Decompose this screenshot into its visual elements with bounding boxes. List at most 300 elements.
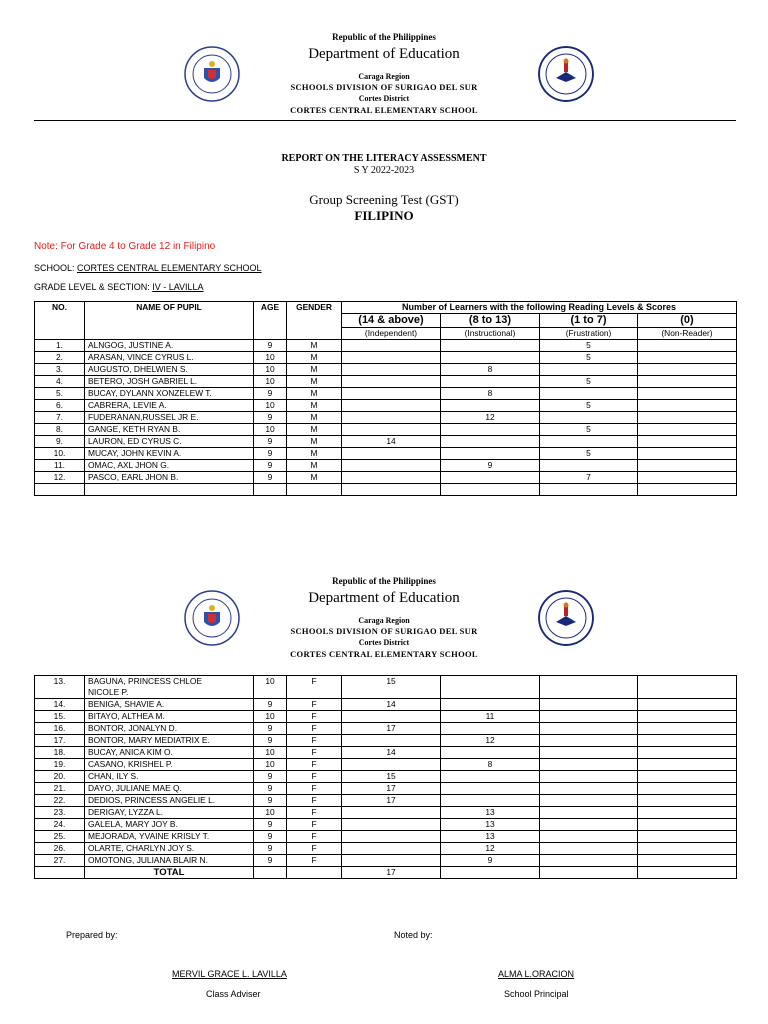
score-frustration [540,843,638,855]
score-frustration [540,759,638,771]
table-row [35,352,737,364]
table-row [35,424,737,436]
pupil-gender: M [287,424,342,436]
score-nonreader [638,448,737,460]
school-header-label: CORTES CENTRAL ELEMENTARY SCHOOL [290,649,478,659]
school-value: CORTES CENTRAL ELEMENTARY SCHOOL [77,263,262,273]
score-instructional: 9 [441,460,540,472]
row-number: 14. [35,699,85,711]
pupil-name: PASCO, EARL JHON B. [85,472,254,484]
row-number: 2. [35,352,85,364]
score-frustration [540,723,638,735]
pupil-name: BUCAY, ANICA KIM O. [85,747,254,759]
pupil-age: 9 [254,819,287,831]
score-instructional [441,340,540,352]
score-nonreader [638,843,737,855]
score-independent [342,340,441,352]
row-number: 25. [35,831,85,843]
pupil-gender: M [287,412,342,424]
score-instructional: 11 [441,711,540,723]
pupil-gender: F [287,699,342,711]
pupil-age: 9 [254,795,287,807]
score-frustration [540,460,638,472]
score-nonreader [638,723,737,735]
pupil-age: 10 [254,400,287,412]
table-row [35,807,737,819]
deped-seal-icon [184,590,240,646]
pupil-name: OLARTE, CHARLYN JOY S. [85,843,254,855]
score-instructional [441,783,540,795]
header-name: NAME OF PUPIL [85,302,254,340]
pupil-age: 9 [254,831,287,843]
score-nonreader [638,831,737,843]
score-independent [342,460,441,472]
pupil-name: BONTOR, JONALYN D. [85,723,254,735]
total-instructional [441,867,540,879]
total-row [35,867,737,879]
table-row [35,412,737,424]
score-instructional: 12 [441,412,540,424]
pupil-name: MEJORADA, YVAINE KRISLY T. [85,831,254,843]
score-frustration [540,388,638,400]
row-number: 13. [35,676,85,699]
table-row [35,388,737,400]
score-frustration: 5 [540,376,638,388]
pupil-gender: M [287,340,342,352]
pupil-age: 10 [254,676,287,699]
score-independent: 15 [342,771,441,783]
score-instructional: 12 [441,843,540,855]
table-row [35,460,737,472]
score-nonreader [638,412,737,424]
score-frustration: 5 [540,340,638,352]
pupil-gender: F [287,759,342,771]
score-instructional [441,484,540,496]
pupil-gender: M [287,436,342,448]
pupil-name: FUDERANAN,RUSSEL JR E. [85,412,254,424]
pupil-gender: F [287,843,342,855]
school-header-label: CORTES CENTRAL ELEMENTARY SCHOOL [290,105,478,115]
test-name: Group Screening Test (GST) [309,192,459,207]
score-independent [342,472,441,484]
table-row [35,472,737,484]
pupil-name: BONTOR, MARY MEDIATRIX E. [85,735,254,747]
note-text: Note: For Grade 4 to Grade 12 in Filipino [34,241,216,252]
header-no: NO. [35,302,85,340]
score-instructional [441,436,540,448]
score-frustration [540,819,638,831]
pupil-gender: F [287,735,342,747]
pupil-gender: M [287,352,342,364]
score-nonreader [638,735,737,747]
pupil-gender: M [287,460,342,472]
header-levels: Number of Learners with the following Reading Levels & Scores [342,302,737,314]
level-range-independent: (14 & above) [342,314,441,328]
level-range-frustration: (1 to 7) [540,314,638,328]
division-label: SCHOOLS DIVISION OF SURIGAO DEL SUR [290,626,478,636]
pupil-name: DEDIOS, PRINCESS ANGELIE L. [85,795,254,807]
score-independent [342,400,441,412]
table-row [35,843,737,855]
score-independent [342,711,441,723]
pupil-name: CABRERA, LEVIE A. [85,400,254,412]
row-number: 19. [35,759,85,771]
region-label: Caraga Region [358,616,410,625]
score-nonreader [638,424,737,436]
score-instructional [441,676,540,699]
score-frustration: 7 [540,472,638,484]
score-nonreader [638,484,737,496]
score-nonreader [638,388,737,400]
table-row [35,676,737,699]
pupil-name: DAYO, JULIANE MAE Q. [85,783,254,795]
pupil-age [254,484,287,496]
level-label-independent: (Independent) [342,328,441,340]
score-nonreader [638,400,737,412]
score-instructional: 13 [441,807,540,819]
score-independent: 14 [342,436,441,448]
score-frustration [540,807,638,819]
pupil-name: DERIGAY, LYZZA L. [85,807,254,819]
score-instructional [441,376,540,388]
table-row [35,735,737,747]
row-number: 6. [35,400,85,412]
report-title: REPORT ON THE LITERACY ASSESSMENT [281,153,487,164]
school-seal-icon [538,46,594,102]
score-independent: 17 [342,795,441,807]
pupil-age: 9 [254,412,287,424]
republic-label: Republic of the Philippines [332,32,436,42]
score-independent: 17 [342,723,441,735]
table-row [35,711,737,723]
row-number: 7. [35,412,85,424]
score-frustration [540,412,638,424]
score-nonreader [638,436,737,448]
pupil-gender: M [287,400,342,412]
pupil-gender: F [287,855,342,867]
table-body-page1 [35,340,737,496]
pupil-name: GALELA, MARY JOY B. [85,819,254,831]
grade-label: GRADE LEVEL & SECTION: [34,282,153,292]
district-label: Cortes District [358,94,410,103]
deped-seal-icon [184,46,240,102]
score-frustration [540,795,638,807]
score-frustration [540,711,638,723]
region-label: Caraga Region [358,72,410,81]
total-nonreader [638,867,737,879]
level-range-instructional: (8 to 13) [441,314,540,328]
score-frustration: 5 [540,448,638,460]
score-independent [342,843,441,855]
pupil-name [85,484,254,496]
pupil-age: 10 [254,711,287,723]
score-independent [342,484,441,496]
grade-line [34,282,204,292]
row-number: 5. [35,388,85,400]
row-number: 27. [35,855,85,867]
score-instructional [441,771,540,783]
score-instructional [441,352,540,364]
pupil-age: 9 [254,735,287,747]
score-nonreader [638,676,737,699]
pupil-name: BUCAY, DYLANN XONZELEW T. [85,388,254,400]
score-instructional [441,400,540,412]
score-independent [342,831,441,843]
total-empty-gender [287,867,342,879]
score-independent [342,855,441,867]
pupil-age: 9 [254,340,287,352]
score-frustration [540,771,638,783]
level-label-instructional: (Instructional) [441,328,540,340]
score-frustration [540,364,638,376]
header-gender: GENDER [287,302,342,340]
literacy-table-page2 [34,675,737,879]
score-independent [342,376,441,388]
pupil-age: 10 [254,352,287,364]
score-frustration [540,699,638,711]
grade-value: IV - LAVILLA [152,282,204,292]
row-number: 12. [35,472,85,484]
pupil-gender: M [287,364,342,376]
pupil-name: GANGE, KETH RYAN B. [85,424,254,436]
pupil-age: 9 [254,771,287,783]
score-nonreader [638,711,737,723]
pupil-name-line1: BAGUNA, PRINCESS CHLOE [88,676,203,686]
score-frustration [540,436,638,448]
principal-name: ALMA L.ORACION [498,969,575,979]
score-nonreader [638,364,737,376]
score-frustration [540,855,638,867]
pupil-age: 10 [254,424,287,436]
score-frustration [540,783,638,795]
republic-label: Republic of the Philippines [332,576,436,586]
pupil-age: 9 [254,723,287,735]
pupil-age: 9 [254,388,287,400]
table-row [35,448,737,460]
score-nonreader [638,747,737,759]
table-row [35,364,737,376]
total-independent: 17 [342,867,441,879]
score-instructional [441,472,540,484]
score-instructional: 12 [441,735,540,747]
score-frustration: 5 [540,352,638,364]
score-independent: 14 [342,699,441,711]
row-number: 3. [35,364,85,376]
row-number: 20. [35,771,85,783]
pupil-name: BENIGA, SHAVIE A. [85,699,254,711]
level-label-frustration: (Frustration) [540,328,638,340]
score-frustration [540,747,638,759]
score-frustration [540,735,638,747]
score-independent [342,424,441,436]
score-independent [342,735,441,747]
table-row [35,723,737,735]
table-row [35,831,737,843]
header-divider [34,120,736,121]
pupil-gender: F [287,676,342,699]
table-row [35,819,737,831]
score-independent [342,364,441,376]
pupil-age: 10 [254,376,287,388]
pupil-gender: F [287,783,342,795]
table-row [35,855,737,867]
literacy-table-page1 [34,301,737,496]
score-independent [342,759,441,771]
division-label: SCHOOLS DIVISION OF SURIGAO DEL SUR [290,82,478,92]
district-label: Cortes District [358,638,410,647]
score-nonreader [638,472,737,484]
row-number: 17. [35,735,85,747]
subject-name: FILIPINO [354,208,414,223]
pupil-name: LAURON, ED CYRUS C. [85,436,254,448]
pupil-name-line2: NICOLE P. [88,687,129,697]
header-age: AGE [254,302,287,340]
row-number: 23. [35,807,85,819]
row-number: 1. [35,340,85,352]
table-row [35,400,737,412]
pupil-age: 10 [254,807,287,819]
pupil-gender: F [287,747,342,759]
score-nonreader [638,376,737,388]
total-label: TOTAL [85,867,254,879]
pupil-age: 9 [254,699,287,711]
pupil-age: 9 [254,783,287,795]
pupil-gender: F [287,807,342,819]
pupil-age: 9 [254,843,287,855]
row-number: 9. [35,436,85,448]
school-year: S Y 2022-2023 [353,165,415,176]
pupil-age: 10 [254,747,287,759]
score-frustration [540,484,638,496]
score-instructional [441,747,540,759]
score-nonreader [638,819,737,831]
table-row [35,747,737,759]
score-instructional [441,699,540,711]
pupil-age: 9 [254,460,287,472]
prepared-by-label: Prepared by: [66,930,118,940]
pupil-gender: M [287,376,342,388]
score-frustration [540,676,638,699]
pupil-age: 9 [254,448,287,460]
score-frustration: 5 [540,424,638,436]
table-row [35,783,737,795]
table-row [35,699,737,711]
score-frustration [540,831,638,843]
principal-title: School Principal [504,989,569,999]
score-nonreader [638,807,737,819]
score-instructional: 8 [441,388,540,400]
score-nonreader [638,699,737,711]
score-nonreader [638,855,737,867]
pupil-name: CASANO, KRISHEL P. [85,759,254,771]
score-nonreader [638,352,737,364]
pupil-name: BETERO, JOSH GABRIEL L. [85,376,254,388]
row-number: 8. [35,424,85,436]
school-line [34,263,262,273]
score-nonreader [638,460,737,472]
score-nonreader [638,771,737,783]
pupil-name: ALNGOG, JUSTINE A. [85,340,254,352]
pupil-age: 10 [254,364,287,376]
row-number: 16. [35,723,85,735]
level-label-nonreader: (Non-Reader) [638,328,737,340]
table-row [35,771,737,783]
pupil-gender: F [287,795,342,807]
score-independent: 15 [342,676,441,699]
pupil-gender: M [287,472,342,484]
score-independent [342,819,441,831]
pupil-gender: F [287,723,342,735]
score-independent [342,388,441,400]
score-instructional: 8 [441,759,540,771]
row-number: 22. [35,795,85,807]
table-row [35,436,737,448]
score-instructional [441,424,540,436]
adviser-name: MERVIL GRACE L. LAVILLA [172,969,287,979]
row-number: 4. [35,376,85,388]
table-row [35,484,737,496]
department-title: Department of Education [308,590,460,606]
pupil-name: OMOTONG, JULIANA BLAIR N. [85,855,254,867]
score-independent [342,448,441,460]
pupil-name: ARASAN, VINCE CYRUS L. [85,352,254,364]
pupil-age: 9 [254,436,287,448]
pupil-age: 9 [254,855,287,867]
table-row [35,340,737,352]
pupil-name: BITAYO, ALTHEA M. [85,711,254,723]
pupil-age: 10 [254,759,287,771]
score-nonreader [638,759,737,771]
total-empty-age [254,867,287,879]
row-number [35,484,85,496]
row-number: 10. [35,448,85,460]
pupil-name: CHAN, ILY S. [85,771,254,783]
pupil-gender: F [287,819,342,831]
score-independent: 14 [342,747,441,759]
pupil-age: 9 [254,472,287,484]
pupil-gender: F [287,831,342,843]
score-nonreader [638,783,737,795]
table-row [35,759,737,771]
score-nonreader [638,795,737,807]
score-instructional: 13 [441,831,540,843]
pupil-gender: F [287,771,342,783]
table-row [35,795,737,807]
pupil-gender [287,484,342,496]
score-independent [342,807,441,819]
score-instructional: 9 [441,855,540,867]
row-number: 18. [35,747,85,759]
pupil-gender: M [287,388,342,400]
row-number: 24. [35,819,85,831]
row-number: 21. [35,783,85,795]
school-label: SCHOOL: [34,263,78,273]
pupil-name: MUCAY, JOHN KEVIN A. [85,448,254,460]
score-instructional [441,448,540,460]
total-empty-no [35,867,85,879]
table-body-page2 [35,676,737,879]
adviser-title: Class Adviser [206,989,261,999]
row-number: 15. [35,711,85,723]
score-frustration: 5 [540,400,638,412]
score-instructional: 13 [441,819,540,831]
department-title: Department of Education [308,46,460,62]
noted-by-label: Noted by: [394,930,433,940]
level-range-nonreader: (0) [638,314,737,328]
row-number: 11. [35,460,85,472]
score-independent [342,352,441,364]
pupil-gender: F [287,711,342,723]
